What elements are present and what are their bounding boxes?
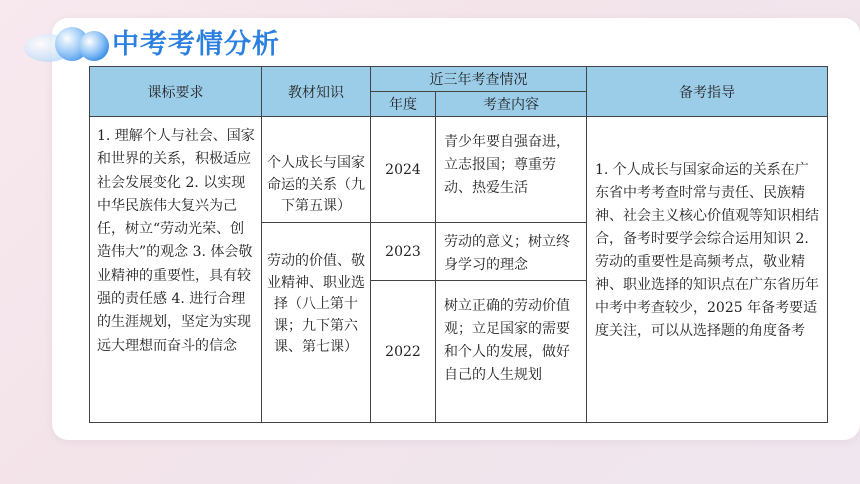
standards-cell: 1. 理解个人与社会、国家和世界的关系，积极适应社会发展变化 2. 以实现中华民族伟大复兴为己任，树立“劳动光荣、创造伟大”的观念 3. 体会敬业精神的重要性，具有较强的责任感 4. 进行合理的生涯规划，坚定为实现远大理想而奋斗的信念 bbox=[90, 117, 262, 423]
content-cell: 树立正确的劳动价值观；立足国家的需要和个人的发展，做好自己的人生规划 bbox=[436, 281, 587, 423]
year-cell: 2023 bbox=[371, 223, 436, 281]
exam-analysis-table bbox=[89, 66, 828, 423]
content-cell: 青少年要自强奋进，立志报国；尊重劳动、热爱生活 bbox=[436, 117, 587, 223]
knowledge-text-2: 劳动的价值、敬业精神、职业选择（八上第十课；九下第六课、第七课） bbox=[267, 253, 365, 355]
header-textbook: 教材知识 bbox=[262, 67, 371, 117]
header-content: 考查内容 bbox=[436, 92, 587, 117]
page-title: 中考考情分析 bbox=[112, 29, 280, 60]
table-header-row bbox=[90, 67, 828, 92]
header-standards: 课标要求 bbox=[90, 67, 262, 117]
guidance-cell: 1. 个人成长与国家命运的关系在广东省中考考查时常与责任、民族精神、社会主义核心价值观等知识相结合，备考时要学会综合运用知识 2. 劳动的重要性是高频考点，敬业精神、职业选择的知识点在广东省历年中考中考查较少，2025 年备考要适度关注，可以从选择题的角度备考 bbox=[587, 117, 828, 423]
content-cell: 劳动的意义；树立终身学习的理念 bbox=[436, 223, 587, 281]
header-recent: 近三年考查情况 bbox=[371, 67, 587, 92]
knowledge-text-1: 个人成长与国家命运的关系（九下第五课） bbox=[267, 155, 365, 214]
year-cell: 2024 bbox=[371, 117, 436, 223]
year-cell: 2022 bbox=[371, 281, 436, 423]
table-row bbox=[90, 117, 828, 223]
header-year: 年度 bbox=[371, 92, 436, 117]
knowledge-cell-1 bbox=[262, 117, 371, 223]
bubble-decoration-icon bbox=[22, 22, 112, 68]
knowledge-cell-2 bbox=[262, 223, 371, 423]
header-guidance: 备考指导 bbox=[587, 67, 828, 117]
